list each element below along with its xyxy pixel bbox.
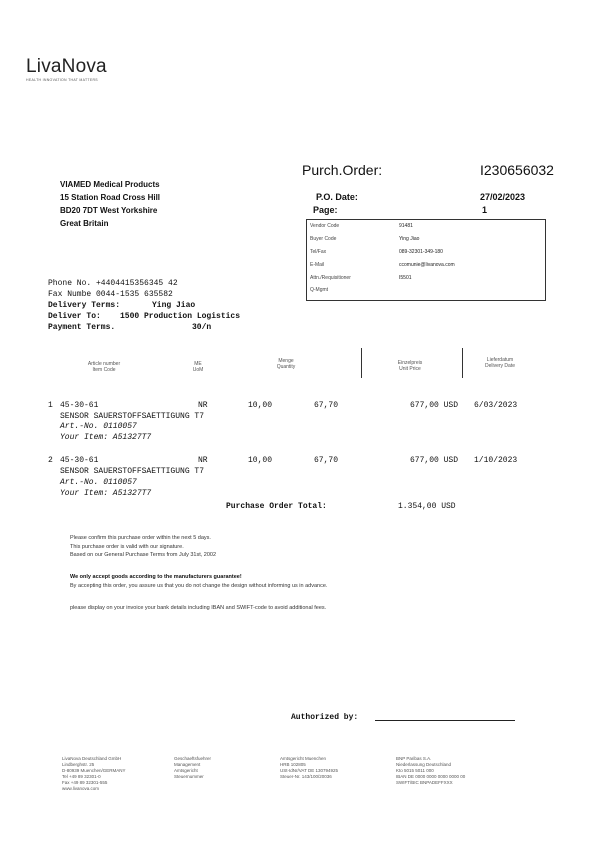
- item-1-your-item: Your Item: A51327T7: [60, 433, 152, 442]
- column-divider: [361, 348, 362, 378]
- supplier-street: 15 Station Road Cross Hill: [60, 193, 161, 202]
- header-uom: ME UoM: [192, 361, 204, 373]
- tel-fax-value: 089-32301-349-180: [399, 249, 443, 255]
- supplier-country: Great Britain: [60, 219, 109, 228]
- item-1-pos: 1: [48, 401, 53, 410]
- payment-terms-label: Payment Terms.: [48, 323, 116, 332]
- header-article: Article number Item Code: [87, 361, 121, 373]
- supplier-name: VIAMED Medical Products: [60, 180, 160, 189]
- item-1-date: 6/03/2023: [474, 401, 518, 410]
- deliver-to-value: 1500 Production Logistics: [120, 312, 241, 321]
- item-1-quantity: 10,00: [248, 401, 273, 410]
- item-1-unit: NR: [198, 401, 208, 410]
- column-divider: [462, 348, 463, 378]
- item-2-pos: 2: [48, 456, 53, 465]
- note-terms: Based on our General Purchase Terms from July 31st, 2002: [70, 552, 217, 558]
- header-unit-price: Einzelpreis Unit Price: [397, 360, 423, 372]
- item-1-art-no: Art.-No. 0110057: [60, 422, 137, 431]
- note-bank-details: please display on your invoice your bank details including IBAN and SWIFT-code to avoid additional fees.: [70, 605, 327, 611]
- po-number: I230656032: [480, 162, 554, 178]
- vendor-info-box: [306, 219, 546, 301]
- item-2-price: 67,70: [314, 456, 339, 465]
- po-title: Purch.Order:: [302, 162, 383, 178]
- delivery-terms-value: Ying Jiao: [152, 301, 196, 310]
- phone-number: Phone No. +4404415356345 42: [48, 279, 178, 288]
- note-design: By accepting this order, you assure us that you do not change the design without informing us in advance.: [70, 583, 328, 589]
- item-1-description: SENSOR SAUERSTOFFSAETTIGUNG T7: [60, 412, 205, 421]
- supplier-city: BD20 7DT West Yorkshire: [60, 206, 158, 215]
- company-logo: LivaNova: [26, 56, 107, 77]
- item-2-description: SENSOR SAUERSTOFFSAETTIGUNG T7: [60, 467, 205, 476]
- item-1-price: 67,70: [314, 401, 339, 410]
- delivery-terms-label: Delivery Terms:: [48, 301, 121, 310]
- logo-tagline: HEALTH INNOVATION THAT MATTERS: [26, 78, 98, 82]
- attn-label: Attn./Requisitioner: [310, 275, 351, 281]
- tel-fax-label: Tel/Fax: [310, 249, 327, 255]
- note-signature: This purchase order is valid with our signature.: [70, 544, 184, 550]
- email-value: ccomunie@livanova.com: [399, 262, 455, 268]
- item-2-total: 677,00 USD: [410, 456, 459, 465]
- payment-terms-value: 30/n: [192, 323, 212, 332]
- vendor-code-value: 91481: [399, 223, 413, 229]
- item-2-art-no: Art.-No. 0110057: [60, 478, 137, 487]
- item-2-quantity: 10,00: [248, 456, 273, 465]
- signature-line: [375, 720, 515, 721]
- page-label: Page:: [313, 205, 338, 215]
- item-1-code: 45-30-61: [60, 401, 99, 410]
- buyer-code-value: Ying Jiao: [399, 236, 420, 242]
- page-number: 1: [482, 205, 488, 215]
- deliver-to-label: Deliver To:: [48, 312, 101, 321]
- note-guarantee: We only accept goods according to the manufacturers guarantee!: [70, 574, 242, 580]
- item-2-your-item: Your Item: A51327T7: [60, 489, 152, 498]
- po-total-value: 1.354,00 USD: [398, 502, 456, 511]
- item-2-code: 45-30-61: [60, 456, 99, 465]
- buyer-code-label: Buyer Code: [310, 236, 337, 242]
- authorized-label: Authorized by:: [291, 713, 359, 722]
- footer-bank: BNP Paribas S.A. Niederlassung Deutschland Kto 5015 5011 000 IBAN DE 0000 0000 0000 0000 00 SWIFT/BIC BNPADEFFXXX: [396, 756, 466, 785]
- attn-value: I5501: [399, 275, 412, 281]
- footer-company: LivaNova Deutschland GmbH Lindberghstr. 25 D-80939 Muenchen/GERMANY Tel +49 89 32301-0 Fax +49 89 32301-555 www.livanova.com: [62, 756, 126, 791]
- item-2-unit: NR: [198, 456, 208, 465]
- po-date: 27/02/2023: [480, 192, 526, 202]
- qmgmt-label: Q-Mgmt: [310, 287, 329, 293]
- email-label: E-Mail: [310, 262, 325, 268]
- header-quantity: Menge Quantity: [276, 358, 296, 370]
- footer-management: Geschaeftsfuehrer Management Amtsgericht Steuernummer: [174, 756, 212, 779]
- po-total-label: Purchase Order Total:: [226, 502, 327, 511]
- item-2-date: 1/10/2023: [474, 456, 518, 465]
- po-date-label: P.O. Date:: [316, 192, 358, 202]
- note-confirm: Please confirm this purchase order within the next 5 days.: [70, 535, 211, 541]
- item-1-total: 677,00 USD: [410, 401, 459, 410]
- header-delivery-date: Lieferdatum Delivery Date: [484, 357, 515, 369]
- fax-number: Fax Numbe 0044-1535 635582: [48, 290, 173, 299]
- footer-registry: Amtsgericht Muenchen HRB 102805 USt-IdNr/VAT DE 130794925 Steuer-Nr. 143/100/20036: [280, 756, 339, 779]
- vendor-code-label: Vendor Code: [310, 223, 340, 229]
